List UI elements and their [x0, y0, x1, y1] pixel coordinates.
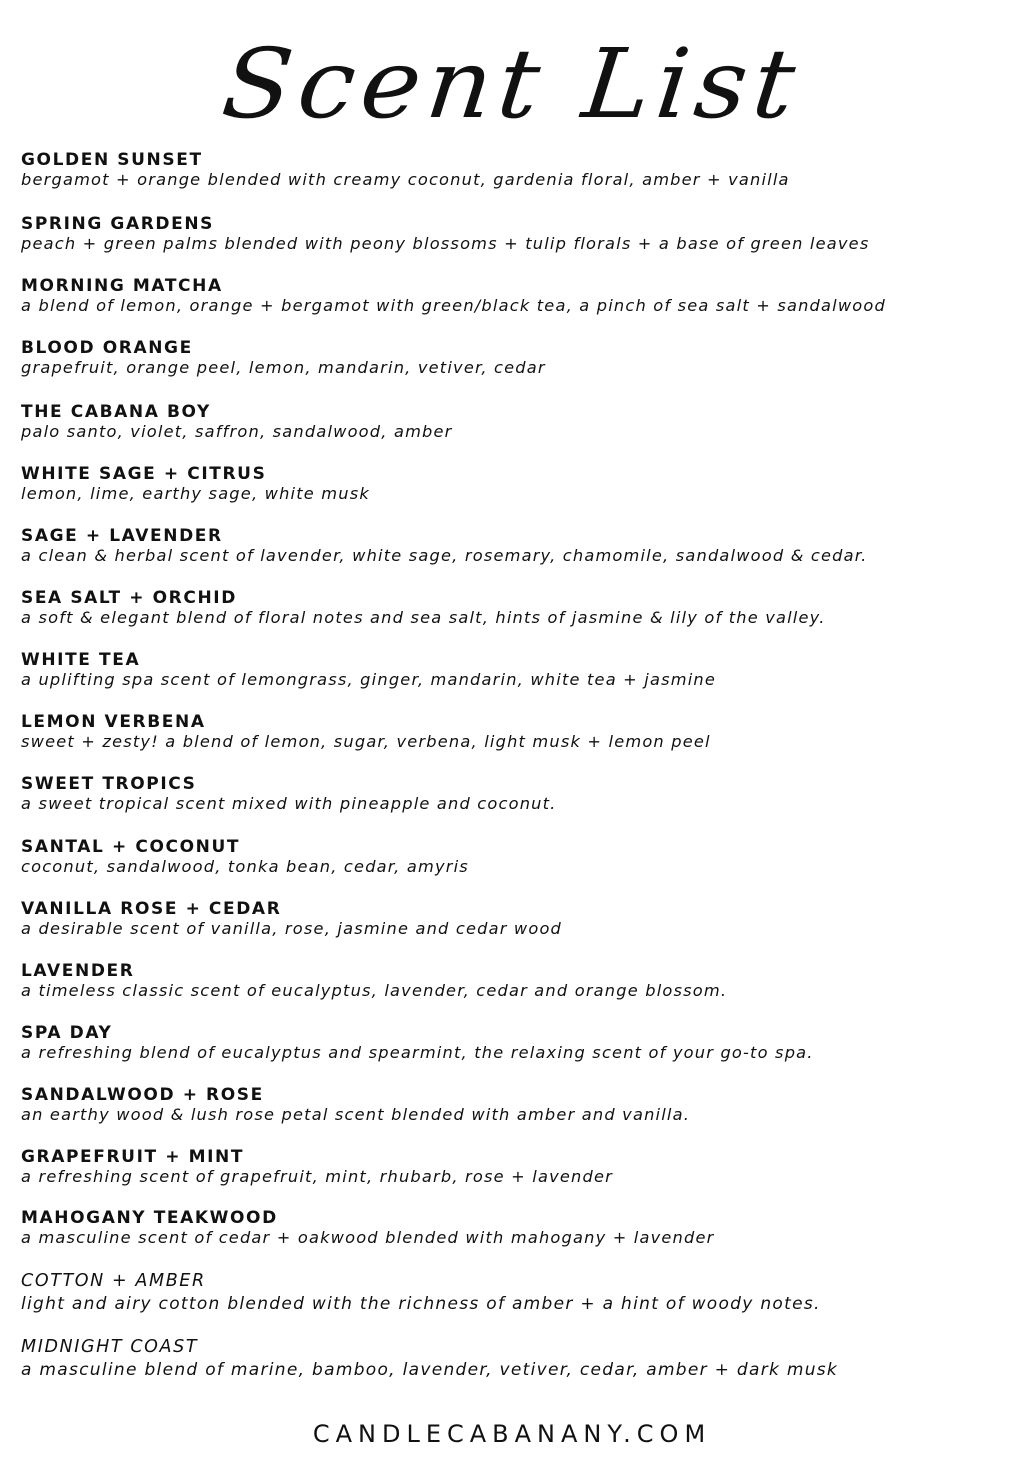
scent-name: THE CABANA BOY: [21, 402, 211, 422]
scent-item-sweet-tropics: [21, 774, 1001, 814]
scent-item-golden-sunset: [21, 150, 1001, 190]
scent-item-mahogany-teakwood: [21, 1208, 1001, 1248]
scent-item-spring-gardens: [21, 214, 1001, 254]
scent-item-grapefruit-mint: [21, 1147, 1001, 1187]
scent-description: a timeless classic scent of eucalyptus, lavender, cedar and orange blossom.: [21, 981, 728, 1000]
scent-description: coconut, sandalwood, tonka bean, cedar, amyris: [21, 857, 469, 876]
scent-name: LEMON VERBENA: [21, 712, 206, 732]
scent-description: a masculine blend of marine, bamboo, lavender, vetiver, cedar, amber + dark musk: [21, 1360, 839, 1380]
scent-description: a blend of lemon, orange + bergamot with green/black tea, a pinch of sea salt + sandalwood: [21, 296, 886, 315]
scent-item-midnight-coast: [21, 1337, 1001, 1380]
scent-description: bergamot + orange blended with creamy coconut, gardenia floral, amber + vanilla: [21, 170, 790, 189]
scent-name: MORNING MATCHA: [21, 276, 223, 296]
page-title: Scent List: [217, 28, 807, 140]
scent-name: GOLDEN SUNSET: [21, 150, 203, 170]
scent-name: SANTAL + COCONUT: [21, 837, 241, 857]
scent-item-white-sage-citrus: [21, 464, 1001, 504]
scent-description: lemon, lime, earthy sage, white musk: [21, 484, 370, 503]
scent-item-sea-salt-orchid: [21, 588, 1001, 628]
scent-item-lavender: [21, 961, 1001, 1001]
scent-description: grapefruit, orange peel, lemon, mandarin, vetiver, cedar: [21, 358, 546, 377]
scent-description: a clean & herbal scent of lavender, white sage, rosemary, chamomile, sandalwood & cedar.: [21, 546, 868, 565]
scent-name: VANILLA ROSE + CEDAR: [21, 899, 282, 919]
scent-description: a sweet tropical scent mixed with pineapple and coconut.: [21, 794, 557, 813]
scent-description: a soft & elegant blend of floral notes and sea salt, hints of jasmine & lily of the valley.: [21, 608, 826, 627]
scent-item-the-cabana-boy: [21, 402, 1001, 442]
scent-description: a desirable scent of vanilla, rose, jasmine and cedar wood: [21, 919, 563, 938]
scent-name: COTTON + AMBER: [21, 1271, 206, 1291]
scent-description: peach + green palms blended with peony blossoms + tulip florals + a base of green leaves: [21, 234, 870, 253]
scent-item-blood-orange: [21, 338, 1001, 378]
scent-name: SEA SALT + ORCHID: [21, 588, 237, 608]
scent-item-white-tea: [21, 650, 1001, 690]
scent-description: a refreshing blend of eucalyptus and spearmint, the relaxing scent of your go-to spa.: [21, 1043, 814, 1062]
scent-name: SPA DAY: [21, 1023, 113, 1043]
scent-item-cotton-amber: [21, 1271, 1001, 1314]
scent-item-lemon-verbena: [21, 712, 1001, 752]
scent-name: SWEET TROPICS: [21, 774, 197, 794]
scent-description: a masculine scent of cedar + oakwood blended with mahogany + lavender: [21, 1228, 715, 1247]
scent-item-vanilla-rose-cedar: [21, 899, 1001, 939]
scent-name: BLOOD ORANGE: [21, 338, 193, 358]
scent-name: SAGE + LAVENDER: [21, 526, 223, 546]
scent-name: GRAPEFRUIT + MINT: [21, 1147, 245, 1167]
scent-item-santal-coconut: [21, 837, 1001, 877]
scent-description: light and airy cotton blended with the richness of amber + a hint of woody notes.: [21, 1294, 821, 1314]
footer-website: CANDLECABANANY.COM: [312, 1420, 712, 1448]
scent-item-sandalwood-rose: [21, 1085, 1001, 1125]
scent-name: SANDALWOOD + ROSE: [21, 1085, 264, 1105]
scent-name: WHITE TEA: [21, 650, 141, 670]
scent-item-spa-day: [21, 1023, 1001, 1063]
scent-item-sage-lavender: [21, 526, 1001, 566]
scent-name: MAHOGANY TEAKWOOD: [21, 1208, 278, 1228]
scent-description: palo santo, violet, saffron, sandalwood, amber: [21, 422, 453, 441]
scent-description: sweet + zesty! a blend of lemon, sugar, verbena, light musk + lemon peel: [21, 732, 711, 751]
scent-name: WHITE SAGE + CITRUS: [21, 464, 267, 484]
scent-name: LAVENDER: [21, 961, 135, 981]
scent-description: a uplifting spa scent of lemongrass, ginger, mandarin, white tea + jasmine: [21, 670, 717, 689]
scent-description: a refreshing scent of grapefruit, mint, rhubarb, rose + lavender: [21, 1167, 613, 1186]
title-area: [0, 14, 1024, 154]
scent-name: MIDNIGHT COAST: [21, 1337, 199, 1357]
scent-description: an earthy wood & lush rose petal scent blended with amber and vanilla.: [21, 1105, 691, 1124]
scent-item-morning-matcha: [21, 276, 1001, 316]
scent-name: SPRING GARDENS: [21, 214, 215, 234]
